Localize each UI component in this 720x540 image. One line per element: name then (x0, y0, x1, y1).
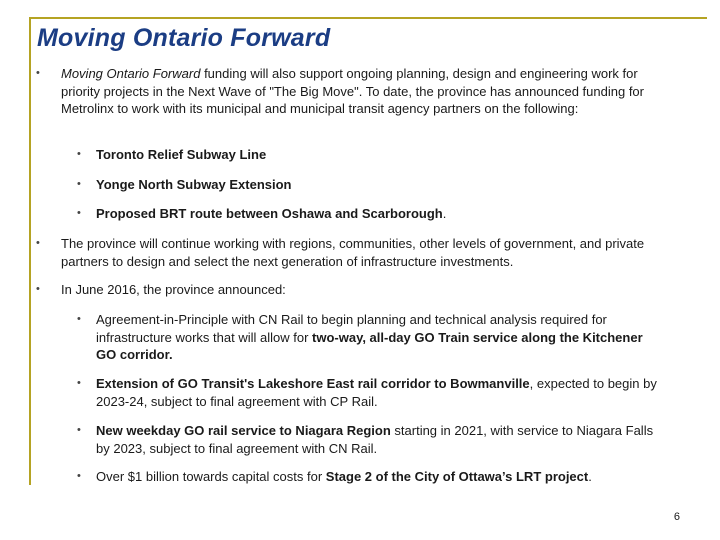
sub-bullet-toronto-relief: Toronto Relief Subway Line (96, 147, 267, 162)
bullet-june-2016: In June 2016, the province announced: (61, 282, 286, 297)
bullet-marker: • (36, 67, 40, 79)
page-number: 6 (673, 511, 680, 523)
sub-bullet-brt-route: Proposed BRT route between Oshawa and Scarborough. (96, 206, 447, 221)
sub-bullet-marker: • (77, 148, 81, 160)
bullet-next-generation: The province will continue working with regions, communities, other levels of government, and private partners to design and select the next generation of infrastructure investments. (61, 236, 645, 269)
slide-frame-left-border (29, 17, 31, 485)
sub-bullet-marker: • (77, 424, 81, 436)
sub-bullet-kitchener: Agreement-in-Principle with CN Rail to begin planning and technical analysis required for infrastructure works that will allow for two-way, all-day GO Train service along the Kitchener GO corridor. (96, 312, 643, 362)
sub-bullet-marker: • (77, 178, 81, 190)
slide-frame-top-border (29, 17, 707, 19)
sub-bullet-marker: • (77, 377, 81, 389)
sub-bullet-yonge-north: Yonge North Subway Extension (96, 177, 292, 192)
bullet-marker: • (36, 283, 40, 295)
bullet-planning-funding (61, 65, 661, 118)
sub-bullet-marker: • (77, 207, 81, 219)
sub-bullet-bowmanville: Extension of GO Transit's Lakeshore East rail corridor to Bowmanville, expected to begin by 2023-24, subject to final agreement with CP Rail. (96, 376, 657, 409)
bullet-italic-lead: Moving Ontario Forward (61, 66, 201, 81)
bullet-text: funding will also support ongoing planning, design and engineering work for priority projects in the Next Wave of "The Big Move". To date, the province has announced funding for Metrolinx to work with its municipal and municipal transit agency partners on the following: (61, 66, 644, 116)
sub-bullet-marker: • (77, 470, 81, 482)
bullet-marker: • (36, 237, 40, 249)
slide-title: Moving Ontario Forward (37, 24, 331, 52)
sub-bullet-ottawa-lrt: Over $1 billion towards capital costs for Stage 2 of the City of Ottawa’s LRT project. (96, 469, 592, 484)
sub-bullet-marker: • (77, 313, 81, 325)
sub-bullet-niagara: New weekday GO rail service to Niagara Region starting in 2021, with service to Niagara Falls by 2023, subject to final agreement with CN Rail. (96, 423, 654, 456)
